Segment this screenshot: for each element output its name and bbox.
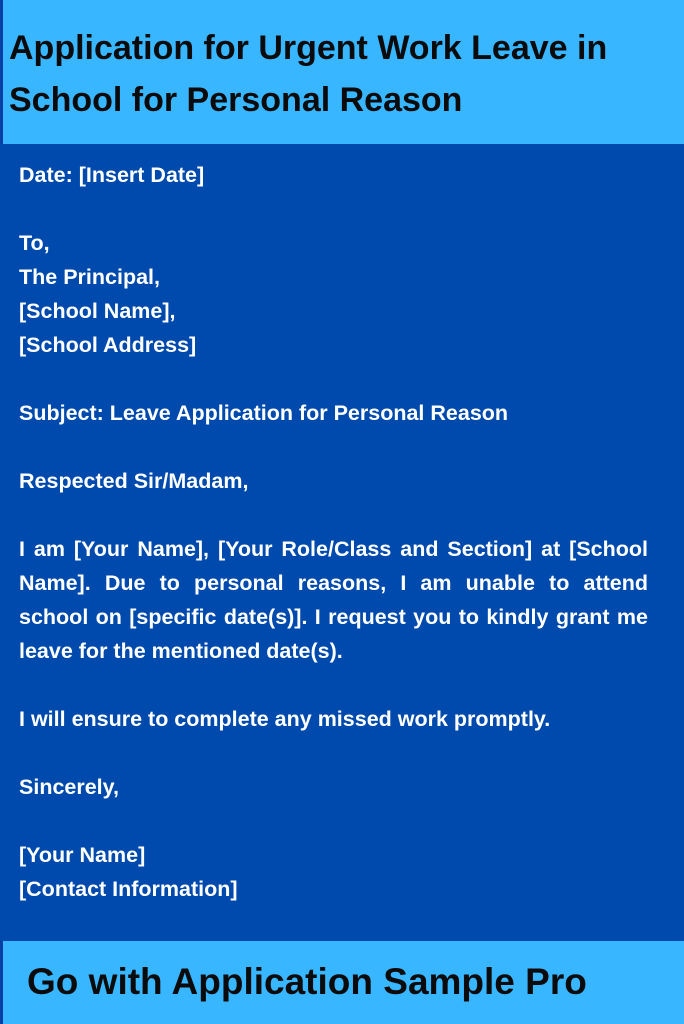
letter-body-paragraph: I am [Your Name], [Your Role/Class and Section] at [School Name]. Due to personal reasons, I am unable to attend school on [specific date(s)]. I request you to kindly grant me leave for the mentioned date(s).: [19, 537, 648, 663]
spacer: [19, 804, 648, 838]
letter-panel: [0, 144, 684, 941]
page-title: Application for Urgent Work Leave in School for Personal Reason: [9, 29, 608, 119]
letter-subject: Subject: Leave Application for Personal Reason: [19, 401, 509, 425]
spacer: [19, 192, 648, 226]
spacer: [19, 362, 648, 396]
letter-closing: Sincerely,: [19, 775, 119, 799]
footer-banner: [0, 941, 684, 1024]
letter-date: Date: [Insert Date]: [19, 163, 205, 187]
spacer: [19, 736, 648, 770]
spacer: [19, 498, 648, 532]
letter-body-paragraph: I will ensure to complete any missed work promptly.: [19, 707, 551, 731]
spacer: [19, 430, 648, 464]
header-banner: [0, 0, 684, 144]
signature-contact: [Contact Information]: [19, 877, 238, 901]
letter-salutation: Respected Sir/Madam,: [19, 469, 249, 493]
recipient-school-name: [School Name],: [19, 299, 176, 323]
recipient-title: The Principal,: [19, 265, 160, 289]
recipient-to: To,: [19, 231, 50, 255]
spacer: [19, 668, 648, 702]
letter-body: [19, 158, 648, 906]
signature-name: [Your Name]: [19, 843, 146, 867]
footer-brand-text: Go with Application Sample Pro: [27, 961, 587, 1002]
recipient-school-address: [School Address]: [19, 333, 197, 357]
